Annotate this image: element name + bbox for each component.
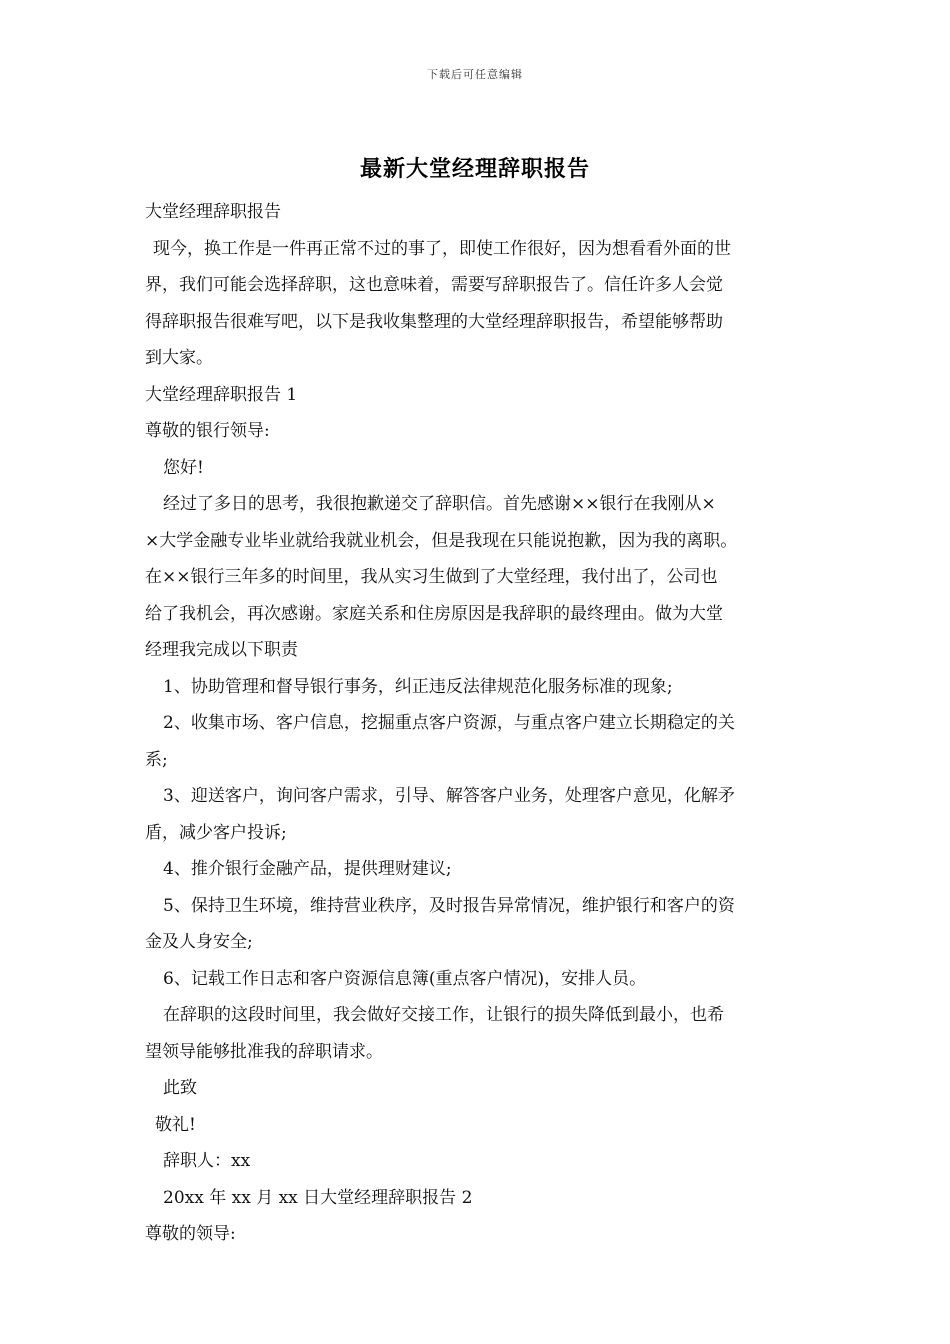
signature: 辞职人：xx	[163, 1151, 251, 1171]
body-paragraph-line: 给了我机会，再次感谢。家庭关系和住房原因是我辞职的最终理由。做为大堂	[145, 603, 723, 624]
salutation: 尊敬的银行领导:	[145, 421, 270, 441]
body-paragraph-line: ×大学金融专业毕业就给我就业机会，但是我现在只能说抱歉，因为我的离职。	[145, 530, 738, 551]
subtitle-line: 大堂经理辞职报告	[145, 202, 281, 222]
date-and-section-heading-2: 20xx 年 xx 月 xx 日大堂经理辞职报告 2	[163, 1187, 473, 1208]
closing-phrase: 此致	[163, 1078, 197, 1098]
document-body	[145, 194, 825, 1253]
intro-paragraph-line: 得辞职报告很难写吧，以下是我收集整理的大堂经理辞职报告，希望能够帮助	[145, 311, 723, 332]
body-paragraph-line: 经理我完成以下职责	[145, 640, 298, 660]
duty-item-2: 2、收集市场、客户信息，挖掘重点客户资源，与重点客户建立长期稳定的关	[163, 713, 735, 733]
body-paragraph-line: 经过了多日的思考，我很抱歉递交了辞职信。首先感谢××银行在我刚从×	[163, 494, 716, 514]
duty-item-5-cont: 金及人身安全;	[145, 932, 253, 952]
document-title: 最新大堂经理辞职报告	[359, 156, 590, 182]
intro-paragraph-line: 到大家。	[145, 348, 213, 368]
closing-paragraph-line: 在辞职的这段时间里，我会做好交接工作，让银行的损失降低到最小，也希	[163, 1005, 724, 1025]
duty-item-3: 3、迎送客户，询问客户需求，引导、解答客户业务，处理客户意见，化解矛	[163, 786, 735, 806]
duty-item-2-cont: 系;	[145, 749, 168, 770]
closing-paragraph-line: 望领导能够批准我的辞职请求。	[145, 1041, 383, 1062]
body-paragraph-line: 在××银行三年多的时间里，我从实习生做到了大堂经理，我付出了，公司也	[145, 567, 718, 587]
duty-item-4: 4、推介银行金融产品，提供理财建议;	[163, 859, 452, 879]
salutation-2: 尊敬的领导:	[145, 1224, 236, 1244]
intro-paragraph-line: 界，我们可能会选择辞职，这也意味着，需要写辞职报告了。信任许多人会觉	[145, 275, 723, 295]
regards: 敬礼!	[155, 1114, 196, 1135]
section-heading-1: 大堂经理辞职报告 1	[145, 384, 298, 405]
greeting: 您好!	[163, 457, 204, 478]
duty-item-1: 1、协助管理和督导银行事务，纠正违反法律规范化服务标准的现象;	[163, 676, 673, 697]
duty-item-6: 6、记载工作日志和客户资源信息簿(重点客户情况)，安排人员。	[163, 968, 647, 989]
duty-item-5: 5、保持卫生环境，维持营业秩序，及时报告异常情况，维护银行和客户的资	[163, 895, 735, 916]
intro-paragraph-line: 现今，换工作是一件再正常不过的事了，即使工作很好，因为想看看外面的世	[153, 238, 731, 259]
duty-item-3-cont: 盾，减少客户投诉;	[145, 822, 287, 843]
header-note: 下载后可任意编辑	[427, 68, 523, 81]
